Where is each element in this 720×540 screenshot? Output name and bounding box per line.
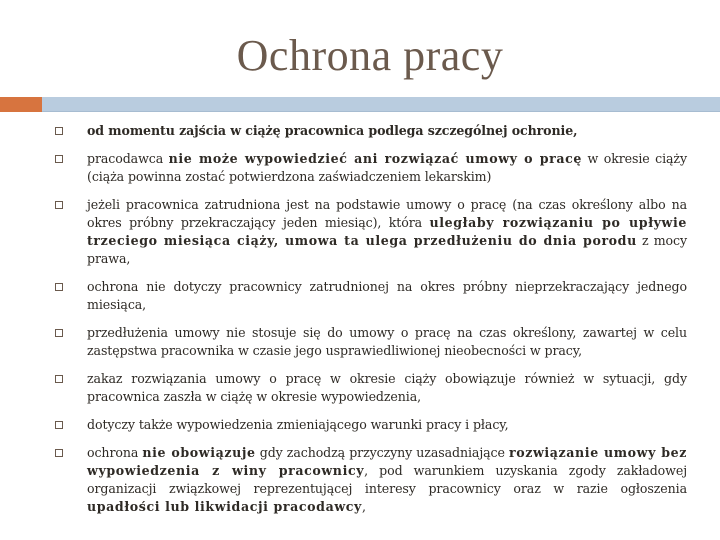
list-item — [55, 150, 687, 186]
square-bullet-icon — [55, 421, 63, 429]
square-bullet-icon — [55, 283, 63, 291]
item-text: gdy zachodzą przyczyny uzasadniające — [255, 445, 509, 460]
list-item — [55, 444, 687, 516]
square-bullet-icon — [55, 201, 63, 209]
list-item — [55, 196, 687, 268]
item-text: , — [361, 499, 366, 514]
item-emphasis: rozwiązanie umowy bez wypowiedzenia z winy pracownicy — [87, 445, 688, 478]
item-text: pracodawca — [87, 151, 169, 166]
list-item — [55, 370, 687, 406]
square-bullet-icon — [55, 329, 63, 337]
square-bullet-icon — [55, 375, 63, 383]
list-item — [55, 122, 687, 140]
item-emphasis: upadłości lub likwidacji pracodawcy — [87, 499, 362, 514]
item-emphasis: uległaby rozwiązaniu po upływie trzeciego miesiąca ciąży, umowa ta ulega przedłużeniu do dnia porodu — [87, 215, 687, 248]
list-item — [55, 324, 687, 360]
accent-block — [0, 97, 42, 112]
item-text: ochrona — [87, 445, 143, 460]
square-bullet-icon — [55, 449, 63, 457]
item-text: dotyczy także wypowiedzenia zmieniającego warunki pracy i płacy, — [87, 417, 509, 432]
item-emphasis: nie może wypowiedzieć ani rozwiązać umowy o pracę — [168, 151, 583, 166]
item-text: ochrona nie dotyczy pracownicy zatrudnionej na okres próbny nieprzekraczający jednego miesiąca, — [87, 279, 687, 312]
item-text: jeżeli pracownica zatrudniona jest na podstawie umowy o pracę (na czas określony albo na okres próbny przekraczający jeden miesiąc), która — [87, 197, 687, 230]
list-item — [55, 278, 687, 314]
slide-title: Ochrona pracy — [236, 31, 504, 80]
bullet-list — [55, 117, 687, 516]
item-text: w okresie ciąży (ciąża powinna zostać potwierdzona zaświadczeniem lekarskim) — [87, 151, 687, 184]
square-bullet-icon — [55, 155, 63, 163]
item-text: zakaz rozwiązania umowy o pracę w okresie ciąży obowiązuje również w sytuacji, gdy pracownica zaszła w ciążę w okresie wypowiedzenia, — [87, 371, 687, 404]
item-emphasis: nie obowiązuje — [142, 445, 256, 460]
accent-bar — [42, 97, 720, 112]
square-bullet-icon — [55, 127, 63, 135]
item-text: przedłużenia umowy nie stosuje się do umowy o pracę na czas określony, zawartej w celu zastępstwa pracownika w czasie jego usprawiedliwionej nieobecności w pracy, — [87, 325, 687, 358]
item-text: z mocy prawa, — [87, 233, 688, 266]
accent-divider — [42, 111, 720, 112]
item-text: od momentu zajścia w ciążę pracownica podlega szczególnej ochronie, — [87, 123, 578, 138]
list-item — [55, 416, 687, 434]
item-text: , pod warunkiem uzyskania zgody zakładowej organizacji związkowej reprezentującej interesy pracownicy oraz w razie ogłoszenia — [87, 463, 687, 496]
